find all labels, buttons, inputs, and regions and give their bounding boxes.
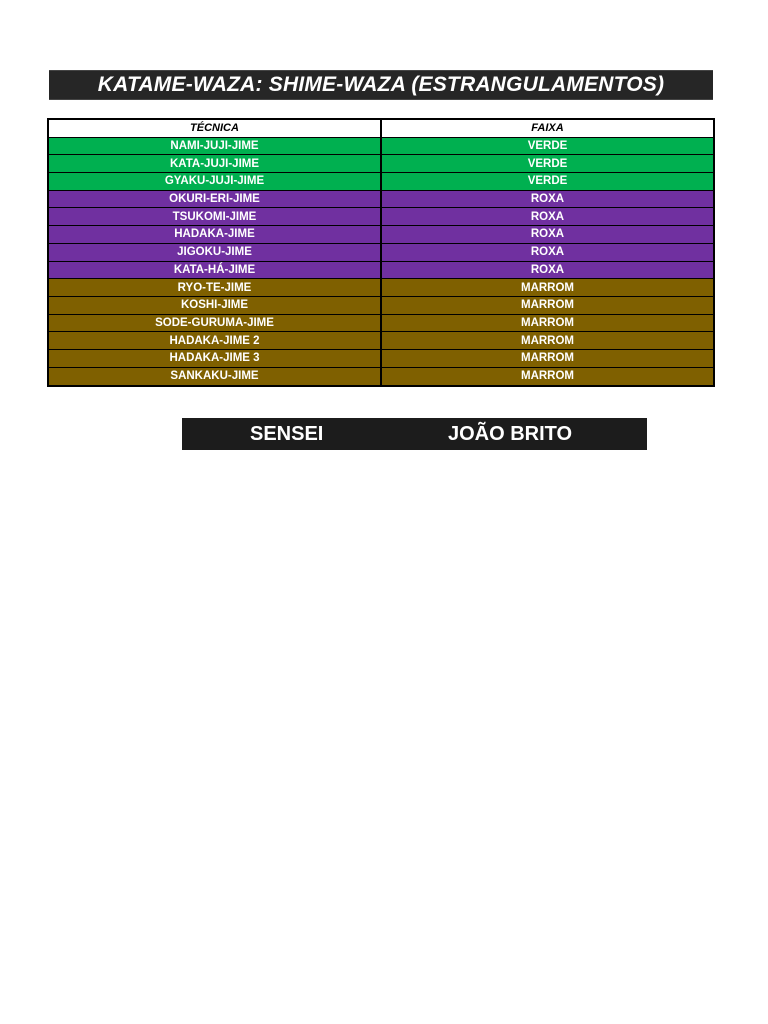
faixa-cell: MARROM bbox=[380, 279, 713, 296]
header-tecnica: TÉCNICA bbox=[49, 120, 380, 137]
tecnica-cell: SODE-GURUMA-JIME bbox=[49, 315, 380, 332]
table-row bbox=[49, 138, 713, 156]
tecnica-cell: KOSHI-JIME bbox=[49, 297, 380, 314]
table-row bbox=[49, 226, 713, 244]
faixa-cell: ROXA bbox=[380, 244, 713, 261]
table-row bbox=[49, 155, 713, 173]
tecnica-cell: OKURI-ERI-JIME bbox=[49, 191, 380, 208]
table-row bbox=[49, 244, 713, 262]
sensei-label: SENSEI bbox=[250, 422, 324, 445]
faixa-cell: ROXA bbox=[380, 208, 713, 225]
faixa-cell: VERDE bbox=[380, 138, 713, 155]
tecnica-cell: GYAKU-JUJI-JIME bbox=[49, 173, 380, 190]
table-row bbox=[49, 208, 713, 226]
faixa-cell: MARROM bbox=[380, 315, 713, 332]
table-row bbox=[49, 262, 713, 280]
table-header-row bbox=[49, 120, 713, 138]
page-title-bar bbox=[49, 70, 713, 100]
faixa-cell: VERDE bbox=[380, 155, 713, 172]
page-title: KATAME-WAZA: SHIME-WAZA (ESTRANGULAMENTOS) bbox=[97, 73, 665, 96]
tecnica-cell: TSUKOMI-JIME bbox=[49, 208, 380, 225]
table-row bbox=[49, 173, 713, 191]
tecnica-cell: HADAKA-JIME 2 bbox=[49, 332, 380, 349]
faixa-cell: VERDE bbox=[380, 173, 713, 190]
tecnica-cell: HADAKA-JIME 3 bbox=[49, 350, 380, 367]
table-row bbox=[49, 191, 713, 209]
table-row bbox=[49, 368, 713, 386]
tecnica-cell: RYO-TE-JIME bbox=[49, 279, 380, 296]
header-faixa: FAIXA bbox=[380, 120, 713, 137]
tecnica-cell: SANKAKU-JIME bbox=[49, 368, 380, 386]
table-row bbox=[49, 279, 713, 297]
faixa-cell: MARROM bbox=[380, 332, 713, 349]
faixa-cell: ROXA bbox=[380, 226, 713, 243]
faixa-cell: MARROM bbox=[380, 368, 713, 386]
sensei-name: JOÃO BRITO bbox=[448, 422, 573, 445]
sensei-footer-bar bbox=[182, 418, 647, 450]
tecnica-cell: JIGOKU-JIME bbox=[49, 244, 380, 261]
table-row bbox=[49, 315, 713, 333]
tecnica-cell: KATA-JUJI-JIME bbox=[49, 155, 380, 172]
table-row bbox=[49, 350, 713, 368]
faixa-cell: ROXA bbox=[380, 262, 713, 279]
tecnica-cell: KATA-HÁ-JIME bbox=[49, 262, 380, 279]
faixa-cell: MARROM bbox=[380, 350, 713, 367]
table-row bbox=[49, 332, 713, 350]
techniques-table bbox=[47, 118, 715, 387]
table-row bbox=[49, 297, 713, 315]
faixa-cell: ROXA bbox=[380, 191, 713, 208]
tecnica-cell: NAMI-JUJI-JIME bbox=[49, 138, 380, 155]
faixa-cell: MARROM bbox=[380, 297, 713, 314]
tecnica-cell: HADAKA-JIME bbox=[49, 226, 380, 243]
